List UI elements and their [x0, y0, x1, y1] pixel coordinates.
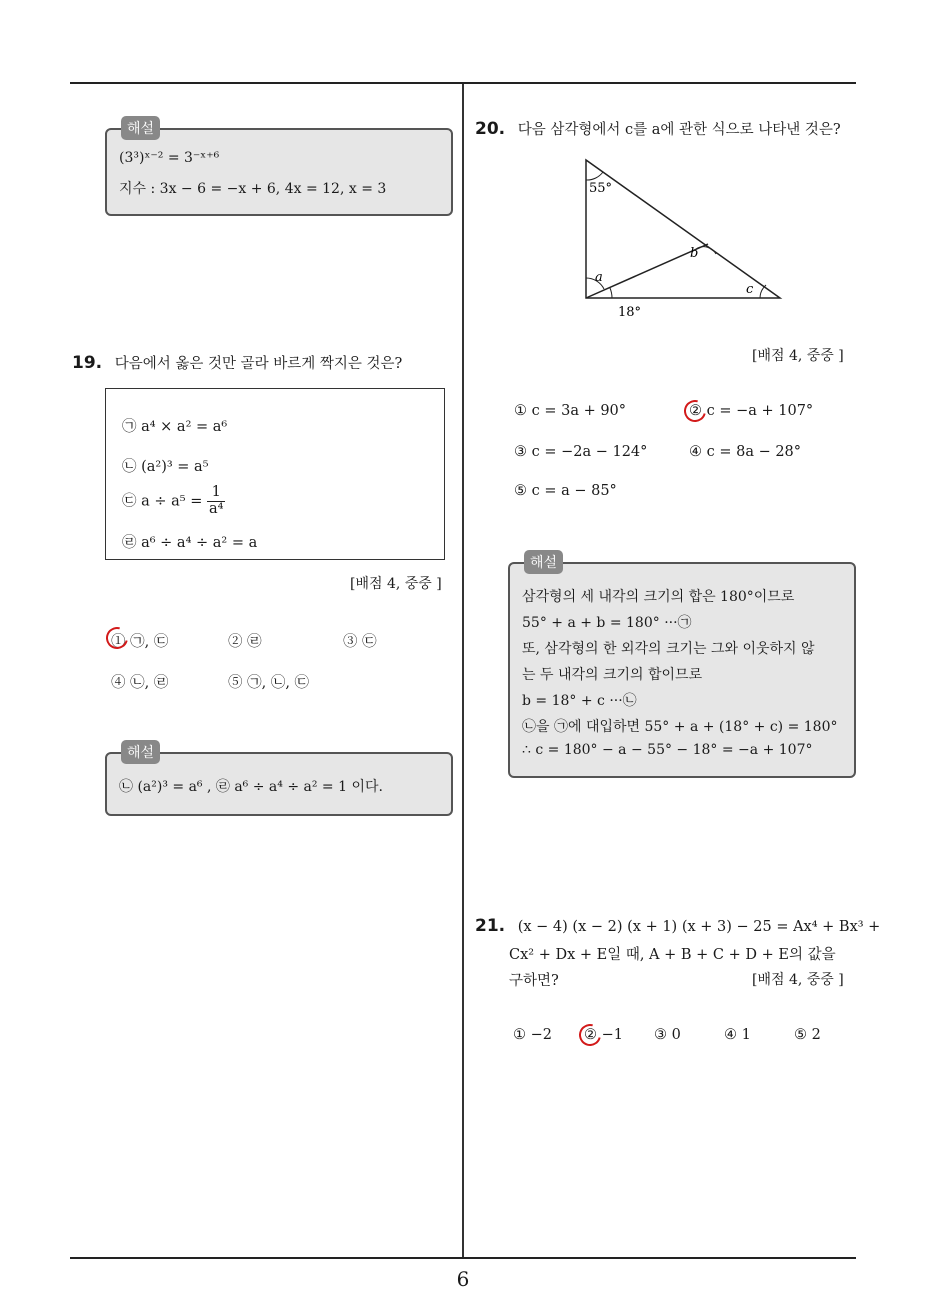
q19-solution-box	[105, 745, 453, 816]
q20-option-4[interactable]: ④ c = 8a − 28°	[689, 444, 802, 460]
condition-b: ㉡ (a²)³ = a⁵	[122, 459, 209, 475]
solution-line: b = 18° + c ···㉡	[522, 693, 637, 709]
q21-option-4[interactable]: ④ 1	[724, 1027, 751, 1043]
q21-option-3[interactable]: ③ 0	[654, 1027, 681, 1043]
question-text-line2: Cx² + Dx + E일 때, A + B + C + D + E의 값을	[509, 947, 836, 963]
q21-option-2[interactable]: ② −1	[584, 1027, 623, 1043]
solution-line: 또, 삼각형의 한 외각의 크기는 그와 이웃하지 않	[522, 641, 815, 657]
solution-tag: 해설	[121, 740, 160, 764]
angle-label-bottom: 18°	[618, 305, 642, 320]
q20-option-2[interactable]: ② c = −a + 107°	[689, 403, 814, 419]
solution-line: ㉡을 ㉠에 대입하면 55° + a + (18° + c) = 180°	[522, 719, 838, 735]
q21-option-5[interactable]: ⑤ 2	[794, 1027, 821, 1043]
question-21	[475, 916, 880, 936]
fraction-numerator: 1	[207, 485, 225, 502]
solution-tag: 해설	[121, 116, 160, 140]
question-text: 다음에서 옳은 것만 골라 바르게 짝지은 것은?	[114, 356, 403, 372]
solution-line: 는 두 내각의 크기의 합이므로	[522, 667, 703, 683]
q20-option-1[interactable]: ① c = 3a + 90°	[514, 403, 627, 419]
bottom-rule	[70, 1257, 856, 1259]
q21-meta: [배점 4, 중중 ]	[752, 972, 844, 988]
answer-mark-circle	[680, 396, 710, 426]
triangle-figure	[570, 150, 800, 330]
question-number: 20.	[475, 119, 506, 139]
q19-option-1[interactable]: ① ㉠, ㉢	[111, 634, 169, 650]
q20-option-5[interactable]: ⑤ c = a − 85°	[514, 483, 617, 499]
solution-line: ∴ c = 180° − a − 55° − 18° = −a + 107°	[522, 742, 813, 758]
q19-conditions-box	[105, 388, 445, 560]
angle-label-c: c	[746, 282, 754, 297]
q19-option-2[interactable]: ② ㉣	[228, 634, 262, 650]
solution-line: (3³)ˣ⁻² = 3⁻ˣ⁺⁶	[119, 150, 220, 166]
condition-d: ㉣ a⁶ ÷ a⁴ ÷ a² = a	[122, 535, 258, 551]
q20-option-3[interactable]: ③ c = −2a − 124°	[514, 444, 648, 460]
angle-label-b: b	[690, 246, 699, 261]
solution-line: 삼각형의 세 내각의 크기의 합은 180°이므로	[522, 589, 795, 605]
q19-option-5[interactable]: ⑤ ㉠, ㉡, ㉢	[228, 675, 310, 691]
q20-solution-box	[508, 555, 856, 778]
solution-line: 55° + a + b = 180° ···㉠	[522, 615, 692, 631]
question-20	[475, 118, 841, 139]
solution-tag: 해설	[524, 550, 563, 574]
q20-meta: [배점 4, 중중 ]	[752, 348, 844, 364]
page-number: 6	[456, 1267, 470, 1291]
solution-line: ㉡ (a²)³ = a⁶ , ㉣ a⁶ ÷ a⁴ ÷ a² = 1 이다.	[119, 779, 383, 795]
angle-label-a: a	[595, 270, 603, 285]
solution-line: 지수 : 3x − 6 = −x + 6, 4x = 12, x = 3	[119, 181, 387, 197]
question-19	[72, 352, 402, 373]
question-number: 19.	[72, 353, 103, 373]
answer-mark-circle	[575, 1020, 605, 1050]
question-text-line3: 구하면?	[509, 973, 559, 989]
q19-meta: [배점 4, 중중 ]	[350, 576, 442, 592]
fraction-denominator: a⁴	[208, 500, 224, 517]
condition-c	[122, 485, 225, 518]
q19-option-4[interactable]: ④ ㉡, ㉣	[111, 675, 169, 691]
angle-label-top: 55°	[589, 181, 613, 196]
q18-solution-box	[105, 121, 453, 216]
condition-a: ㉠ a⁴ × a² = a⁶	[122, 419, 228, 435]
q19-option-3[interactable]: ③ ㉢	[343, 634, 377, 650]
question-text: 다음 삼각형에서 c를 a에 관한 식으로 나타낸 것은?	[517, 122, 841, 138]
fraction	[207, 485, 225, 518]
q21-option-1[interactable]: ① −2	[513, 1027, 552, 1043]
question-text-line1: (x − 4) (x − 2) (x + 1) (x + 3) − 25 = Ax⁴ + Bx³ +	[517, 919, 881, 935]
condition-c-prefix: ㉢ a ÷ a⁵ =	[122, 493, 203, 510]
column-divider	[462, 84, 464, 1258]
question-number: 21.	[475, 916, 506, 936]
